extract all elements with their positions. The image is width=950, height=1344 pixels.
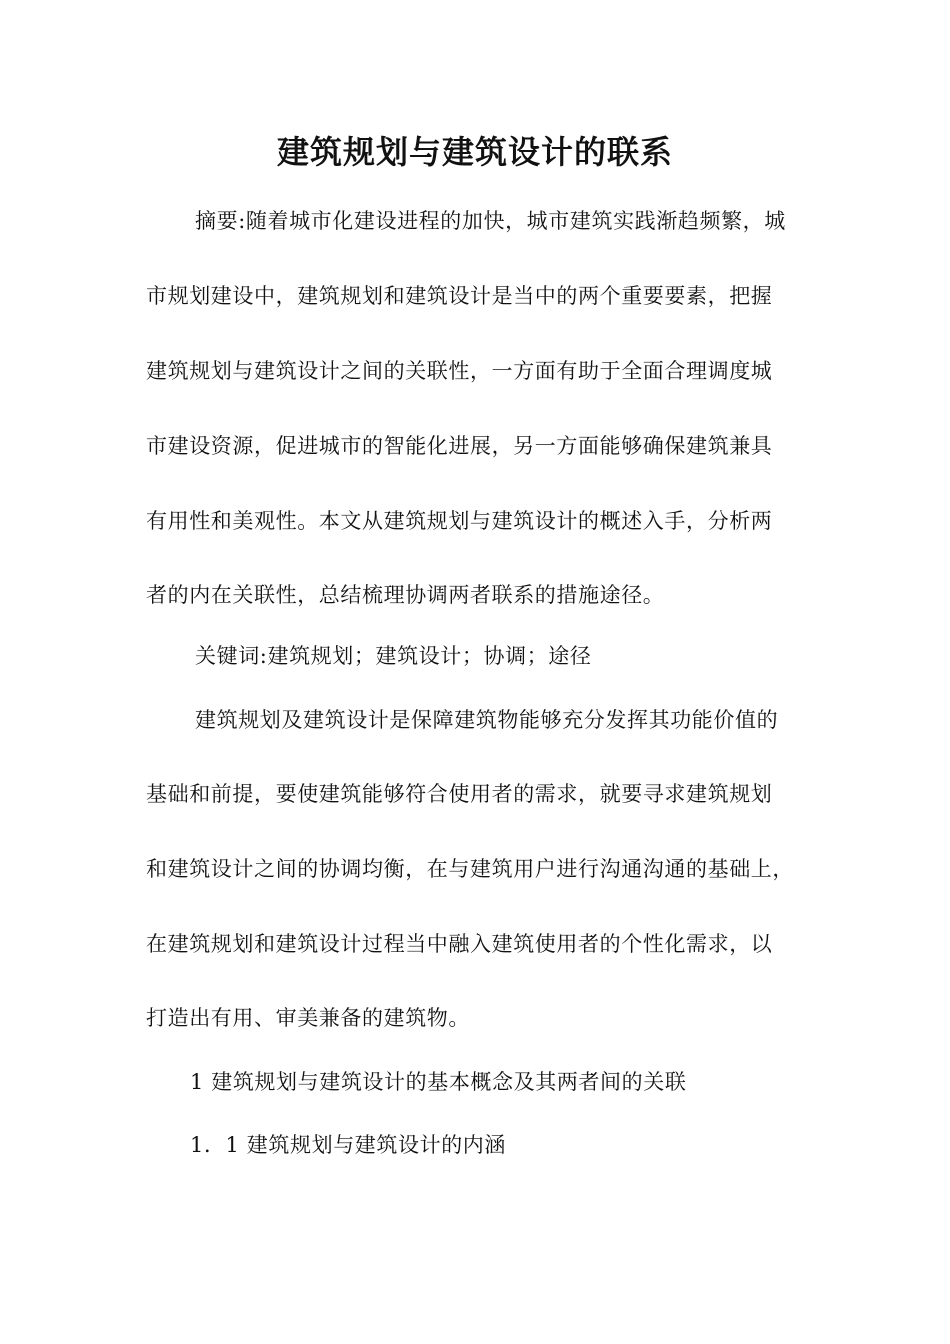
abstract-line-2: 市规划建设中，建筑规划和建筑设计是当中的两个重要要素，把握 — [146, 284, 773, 308]
intro-line-5: 打造出有用、审美兼备的建筑物。 — [146, 1006, 470, 1030]
section-heading-1-1: 1．1 建筑规划与建筑设计的内涵 — [190, 1133, 506, 1157]
keywords-line: 关键词:建筑规划；建筑设计；协调；途径 — [195, 644, 592, 668]
abstract-line-5: 有用性和美观性。本文从建筑规划与建筑设计的概述入手，分析两 — [146, 509, 773, 533]
intro-line-2: 基础和前提，要使建筑能够符合使用者的需求，就要寻求建筑规划 — [146, 782, 773, 806]
abstract-line-1: 摘要:随着城市化建设进程的加快，城市建筑实践渐趋频繁，城 — [195, 209, 786, 233]
document-title: 建筑规划与建筑设计的联系 — [276, 133, 673, 171]
intro-line-1: 建筑规划及建筑设计是保障建筑物能够充分发挥其功能价值的 — [195, 708, 779, 732]
intro-line-4: 在建筑规划和建筑设计过程当中融入建筑使用者的个性化需求，以 — [146, 932, 773, 956]
abstract-line-4: 市建设资源，促进城市的智能化进展，另一方面能够确保建筑兼具 — [146, 434, 773, 458]
abstract-line-3: 建筑规划与建筑设计之间的关联性，一方面有助于全面合理调度城 — [146, 359, 773, 383]
section-heading-1: 1 建筑规划与建筑设计的基本概念及其两者间的关联 — [190, 1070, 687, 1094]
intro-line-3: 和建筑设计之间的协调均衡，在与建筑用户进行沟通沟通的基础上， — [146, 857, 794, 881]
abstract-line-6: 者的内在关联性，总结梳理协调两者联系的措施途径。 — [146, 583, 665, 607]
